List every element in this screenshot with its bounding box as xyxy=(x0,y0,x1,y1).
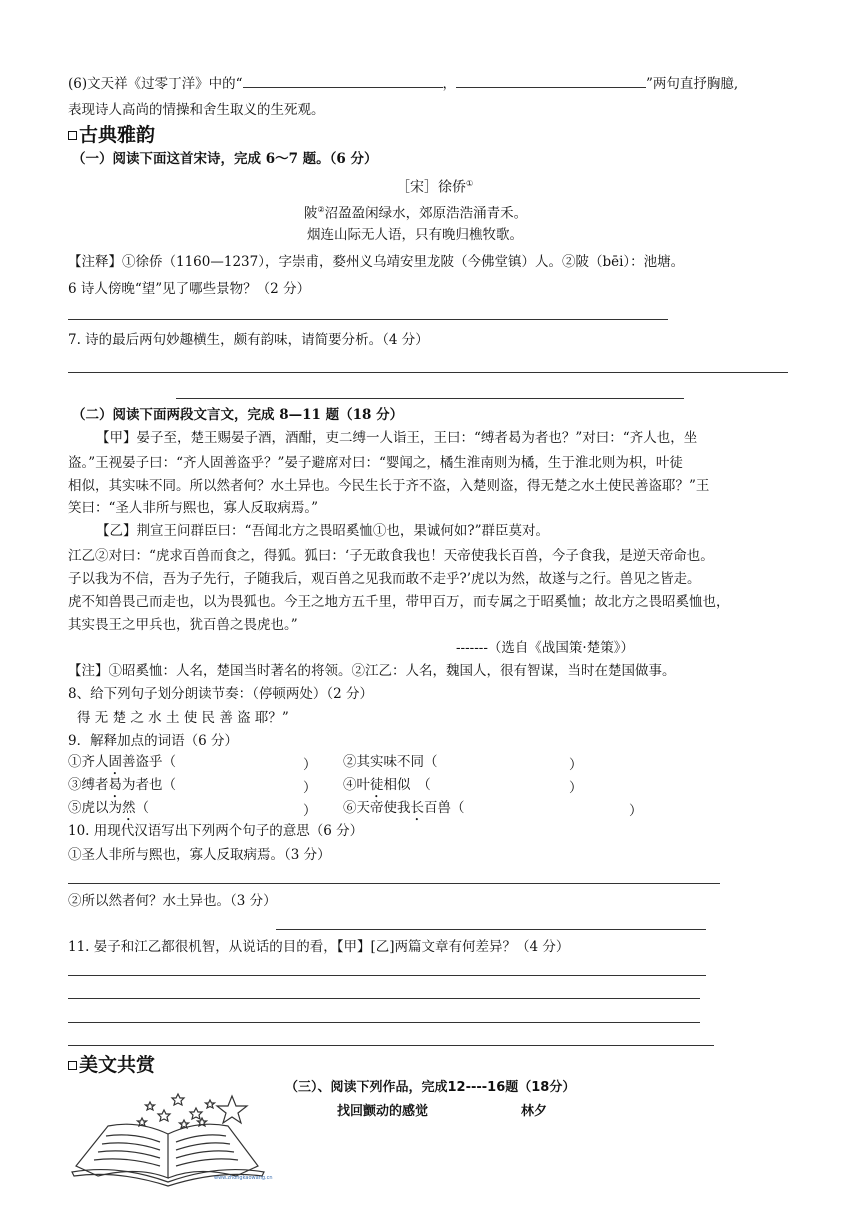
answer-line[interactable] xyxy=(68,1022,700,1023)
poem-note: 【注释】①徐侨（1160—1237），字崇甫，婺州义乌靖安里龙陂（今佛堂镇）人。②陂（bēi）：池塘。 xyxy=(68,254,685,270)
note-mark: ① xyxy=(466,179,474,188)
dotted-word: 曷 xyxy=(108,777,122,793)
question-10: 10. 用现代汉语写出下列两个句子的意思（6 分） xyxy=(68,823,364,839)
q6-line2: 表现诗人高尚的情操和舍生取义的生死观。 xyxy=(68,102,325,118)
poem-text: 沼盈盈闲绿水，郊原浩浩涌青禾。 xyxy=(324,205,528,222)
answer-line[interactable] xyxy=(68,883,720,884)
q9-text: ③缚者 xyxy=(68,777,109,793)
answer-line[interactable] xyxy=(68,1045,714,1046)
dotted-word: 固 xyxy=(108,754,122,770)
question-8: 8、给下列句子划分朗读节奏：（停顿两处）（2 分） xyxy=(68,686,373,702)
yi-line-2: 江乙②对曰：“虎求百兽而食之，得狐。狐曰：‘子无敢食我也！天帝使我长百兽，今子食我，是逆天帝命也。 xyxy=(68,548,714,564)
q9-item-4 xyxy=(343,776,431,801)
q6-recitation-line xyxy=(68,75,738,93)
essay-heading: （三）、阅读下列作品，完成12----16题（18分） xyxy=(285,1080,576,1095)
answer-line[interactable] xyxy=(276,929,706,930)
poem-author xyxy=(396,175,473,197)
answer-line[interactable] xyxy=(68,975,706,976)
section-heading-classical xyxy=(68,120,155,147)
q6-text-end: ”两句直抒胸臆, xyxy=(646,76,739,92)
open-book-stars-icon xyxy=(68,1088,273,1188)
poem-heading: （一）阅读下面这首宋诗，完成 6～7 题。（6 分） xyxy=(72,151,378,167)
checkbox-icon xyxy=(68,131,77,140)
q9-item-6 xyxy=(343,799,465,824)
answer-line[interactable] xyxy=(176,398,684,399)
question-6: 6 诗人傍晚“望”见了哪些景物？（2 分） xyxy=(68,281,311,297)
q9-item-5 xyxy=(68,799,149,824)
dotted-word: 长 xyxy=(410,800,424,816)
q9-text: 善盗乎（ xyxy=(122,754,176,770)
question-9: 9．解释加点的词语（6 分） xyxy=(68,733,238,749)
q9-text: ⑤虎以为 xyxy=(68,800,122,816)
q9-text: 相似 （ xyxy=(383,777,431,793)
section-title: 古典雅韵 xyxy=(79,124,156,146)
watermark: www.zhongkaowang.cn xyxy=(214,1175,273,1181)
question-7: 7. 诗的最后两句妙趣横生，颇有韵味，请简要分析。（4 分） xyxy=(68,332,429,348)
classical-note: 【注】①昭奚恤：人名，楚国当时著名的将领。②江乙：人名，魏国人，很有智谋，当时在楚国做事。 xyxy=(68,663,676,679)
source-citation: -------（选自《战国策·楚策》） xyxy=(456,640,634,656)
q9-text: 百兽（ xyxy=(424,800,465,816)
answer-line[interactable] xyxy=(68,998,700,999)
essay-author: 林夕 xyxy=(521,1104,548,1119)
question-11: 11. 晏子和江乙都很机智，从说话的目的看，【甲】[乙]两篇文章有何差异？（4 分） xyxy=(68,939,570,955)
yi-line-1: 【乙】荆宣王问群臣曰：“吾闻北方之畏昭奚恤①也，果诚何如?”群臣莫对。 xyxy=(96,523,550,539)
q9-text: ②其实味不同（ xyxy=(343,754,438,770)
q9-text: ④叶 xyxy=(343,777,370,793)
q9-text: ⑥天帝使我 xyxy=(343,800,411,816)
poem-line-1 xyxy=(304,201,527,223)
question-8-sentence: 得 无 楚 之 水 土 使 民 善 盗 耶？” xyxy=(77,710,289,726)
checkbox-icon xyxy=(68,1061,77,1070)
essay-title: 找回颤动的感觉 xyxy=(337,1104,429,1119)
dotted-word: 徒 xyxy=(370,777,384,793)
book-illustration xyxy=(68,1088,268,1188)
q9-text: ①齐人 xyxy=(68,754,109,770)
poem-word: 陂 xyxy=(304,205,318,222)
yi-line-5: 其实畏王之甲兵也，犹百兽之畏虎也。” xyxy=(68,617,298,633)
question-10-2: ②所以然者何？水土异也。（3 分） xyxy=(68,893,277,909)
close-paren: ） xyxy=(629,803,643,819)
jia-line-2: 盗。”王视晏子曰：“齐人固善盗乎？”晏子避席对曰：“婴闻之，橘生淮南则为橘，生于淮北则为枳，叶徒 xyxy=(68,455,683,471)
q6-text-a: (6)文天祥《过零丁洋》中的“ xyxy=(68,76,243,92)
classical-heading: （二）阅读下面两段文言文，完成 8—11 题（18 分） xyxy=(72,407,404,423)
jia-line-3: 相似，其实味不同。所以然者何？水土异也。今民生长于齐不盗，入楚则盗，得无楚之水土使民善盗耶？”王 xyxy=(68,478,710,494)
question-10-1: ①圣人非所与熙也，寡人反取病焉。（3 分） xyxy=(68,847,331,863)
close-paren: ） xyxy=(569,780,583,796)
section-title: 美文共赏 xyxy=(79,1054,156,1076)
q9-item-2 xyxy=(343,753,438,778)
jia-line-4: 笑曰：“圣人非所与熙也，寡人反取病焉。” xyxy=(68,500,319,516)
close-paren: ） xyxy=(569,757,583,773)
section-heading-essay xyxy=(68,1050,155,1077)
q9-item-1 xyxy=(68,753,176,778)
close-paren: ） xyxy=(303,803,317,819)
q9-text: 为者也（ xyxy=(122,777,176,793)
q6-comma: ， xyxy=(442,76,457,92)
answer-line[interactable] xyxy=(68,319,668,320)
poem-author-text: ［宋］徐侨 xyxy=(396,179,466,196)
poem-line-2: 烟连山际无人语，只有晚归樵牧歌。 xyxy=(307,227,523,243)
blank-2[interactable] xyxy=(456,75,646,88)
q9-item-3 xyxy=(68,776,176,801)
q9-text: （ xyxy=(135,800,149,816)
yi-line-3: 子以我为不信，吾为子先行，子随我后，观百兽之见我而敢不走乎?’虎以为然，故遂与之行。兽见之皆走。 xyxy=(68,571,701,587)
jia-line-1: 【甲】晏子至，楚王赐晏子酒，酒酣，吏二缚一人诣王，王曰：“缚者曷为者也？”对曰：“齐人也，坐 xyxy=(96,430,698,446)
dotted-word: 然 xyxy=(122,800,136,816)
close-paren: ） xyxy=(303,780,317,796)
blank-1[interactable] xyxy=(243,75,443,88)
note-mark: ② xyxy=(317,205,325,214)
close-paren: ） xyxy=(303,757,317,773)
answer-line[interactable] xyxy=(68,372,788,373)
yi-line-4: 虎不知兽畏己而走也，以为畏狐也。今王之地方五千里，带甲百万，而专属之于昭奚恤；故北方之畏昭奚恤也， xyxy=(68,594,730,610)
